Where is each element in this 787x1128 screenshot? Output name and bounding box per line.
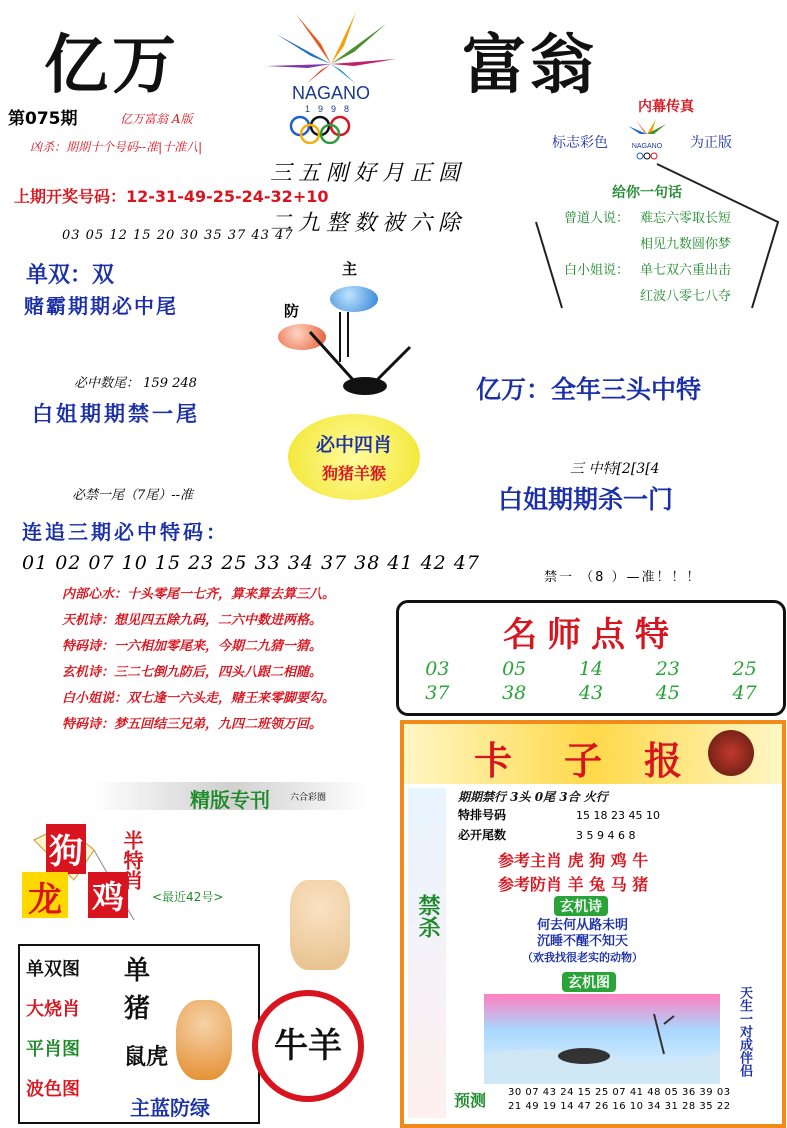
panel-header: 精版专刊 (190, 788, 270, 812)
fang-xiao: 参考防肖 羊 兔 马 猪 (498, 875, 649, 894)
fang-label: 防 (284, 302, 300, 320)
child-figure-icon (290, 880, 350, 970)
issue-brand: 亿万富翁 A版 (120, 112, 193, 126)
big-char-2: 龙 (22, 872, 68, 918)
yuce-label: 预测 (454, 1091, 487, 1110)
poem-line: 内部心水：十头零尾一七齐，算来算去算三八。 (62, 587, 336, 602)
small-logo-icon (618, 116, 676, 162)
xuan-ji-poem: 何去何从路未明 沉睡不醒不知天 （欢我找很老实的动物） (522, 918, 643, 964)
panel-header-sub: 六合彩圈 (290, 793, 327, 803)
bai-jie-wei: 白姐期期禁一尾 (32, 402, 200, 426)
four-xiao-badge: 必中四肖 狗猪羊猴 (288, 414, 420, 500)
title-char-1: 卡 (474, 738, 513, 783)
title-char-2: 子 (564, 738, 603, 783)
svg-text:NAGANO: NAGANO (291, 83, 371, 103)
jin-yi: 禁一 （8 ）—准！！！ (544, 570, 702, 585)
svg-text:NAGANO: NAGANO (631, 143, 663, 150)
poem-list (62, 582, 335, 738)
flower-icon (266, 12, 396, 84)
row1: 期期禁行 3头 0尾 3合 火行 (458, 790, 608, 804)
poem-line: 白小姐说：双七逢一六头走，赌王来零脚要勾。 (62, 691, 336, 706)
col-mid-3: 鼠虎 (124, 1045, 169, 1070)
funnel-icon (300, 312, 430, 402)
dan-shuang-slogan: 赌霸期期必中尾 (24, 294, 178, 318)
col-mid-2: 猪 (124, 994, 151, 1024)
jin-yi-wei: 必禁一尾（7尾）--准 (72, 488, 194, 503)
title-char-3: 报 (644, 738, 683, 783)
nagano-logo (236, 4, 426, 144)
olympic-rings-icon (291, 117, 349, 143)
poem-line: 天机诗：想见四五除九码，二六中数进两格。 (62, 613, 323, 628)
fax-lines: 曾道人说： 难忘六零取长短 相见九数圆你梦 白小姐说： 单七双六重出击 红波八零七八夺 (564, 211, 732, 304)
ming-shi-row1: 03 05 14 23 25 (425, 658, 757, 680)
issue-sub: 凶杀：期期十个号码--准|十准八| (30, 140, 203, 154)
poem-line: 玄机诗：三二七倒九防后，四头八跟二相随。 (62, 665, 323, 680)
vertical-side: 半特肖 (120, 830, 144, 890)
dan-shuang: 单双：双 (26, 263, 115, 288)
riddle-line2: 二九整数被六除 (270, 211, 467, 236)
big-char-1: 狗 (46, 824, 86, 874)
svg-text:1998: 1998 (304, 104, 358, 114)
numbers-line1: 03 05 12 15 20 30 35 37 43 47 (62, 228, 294, 243)
three-te: 三 中特[2[3[4 (570, 461, 660, 477)
jinsha-label: 禁杀 (415, 894, 440, 938)
col-left: 单双图 大烧肖 平肖图 波色图 (26, 959, 80, 1100)
lian-zhui-numbers: 01 02 07 10 15 23 25 33 34 37 38 41 42 47 (22, 552, 480, 574)
xuan-ji-picture (484, 994, 720, 1084)
poem-line: 特码诗：一六相加零尾来，今期二九猜一猜。 (62, 639, 323, 654)
riddle-line1: 三五刚好月正圆 (270, 161, 467, 186)
zhu-lan: 主蓝防绿 (130, 1096, 210, 1120)
xuan-ji-title: 玄机诗 (554, 896, 608, 916)
big-char-3: 鸡 (88, 872, 128, 918)
emblem-icon (708, 730, 754, 776)
fax-note-left: 标志彩色 (552, 135, 608, 151)
bi-zhong-wei: 必中数尾： 159 248 (74, 376, 197, 391)
ming-shi-title: 名师点特 (503, 615, 679, 655)
main-xiao: 参考主肖 虎 狗 鸡 牛 (498, 851, 649, 870)
small-badge: <最近42号> (152, 890, 224, 904)
zodiac-strip (408, 788, 446, 1118)
fax-note-right: 为正版 (690, 135, 732, 151)
zhu-label: 主 (342, 260, 358, 278)
ming-shi-row2: 37 38 43 45 47 (425, 682, 757, 704)
issue-number: 第075期 (8, 109, 78, 129)
fax-title: 内幕传真 (638, 99, 694, 115)
lian-zhui-title: 连追三期必中特码： (22, 520, 229, 544)
circle-badge: 牛羊 (252, 990, 364, 1102)
row2: 特排号码 15 18 23 45 10 (458, 808, 660, 822)
monk-figure-icon (176, 1000, 232, 1080)
yuce-numbers: 30 07 43 24 15 25 07 41 48 05 36 39 03 21 49 19 14 47 26 16 10 34 31 28 35 22 (508, 1087, 731, 1112)
yi-wan-te: 亿万：全年三头中特 (476, 375, 702, 404)
zhu-ball-icon (330, 286, 378, 312)
col-mid-1: 单 (124, 956, 151, 986)
row3: 必开尾数 3 5 9 4 6 8 (458, 828, 636, 842)
fax-give-title: 给你一句话 (612, 185, 682, 201)
tu-title: 玄机图 (562, 972, 616, 992)
bottom-left-panel (0, 760, 398, 1127)
title-right: 富翁 (462, 28, 598, 103)
bai-jie-men: 白姐期期杀一门 (498, 485, 674, 514)
side-text: 天生一对成伴侣 (737, 986, 752, 1077)
bottom-right-panel (400, 720, 786, 1128)
last-draw: 上期开奖号码：12-31-49-25-24-32+10 (14, 187, 329, 206)
ming-shi-box (396, 600, 786, 716)
title-left: 亿万 (44, 28, 180, 103)
poem-line: 特码诗：梦五回结三兄弟，九四二班领万回。 (62, 717, 323, 732)
